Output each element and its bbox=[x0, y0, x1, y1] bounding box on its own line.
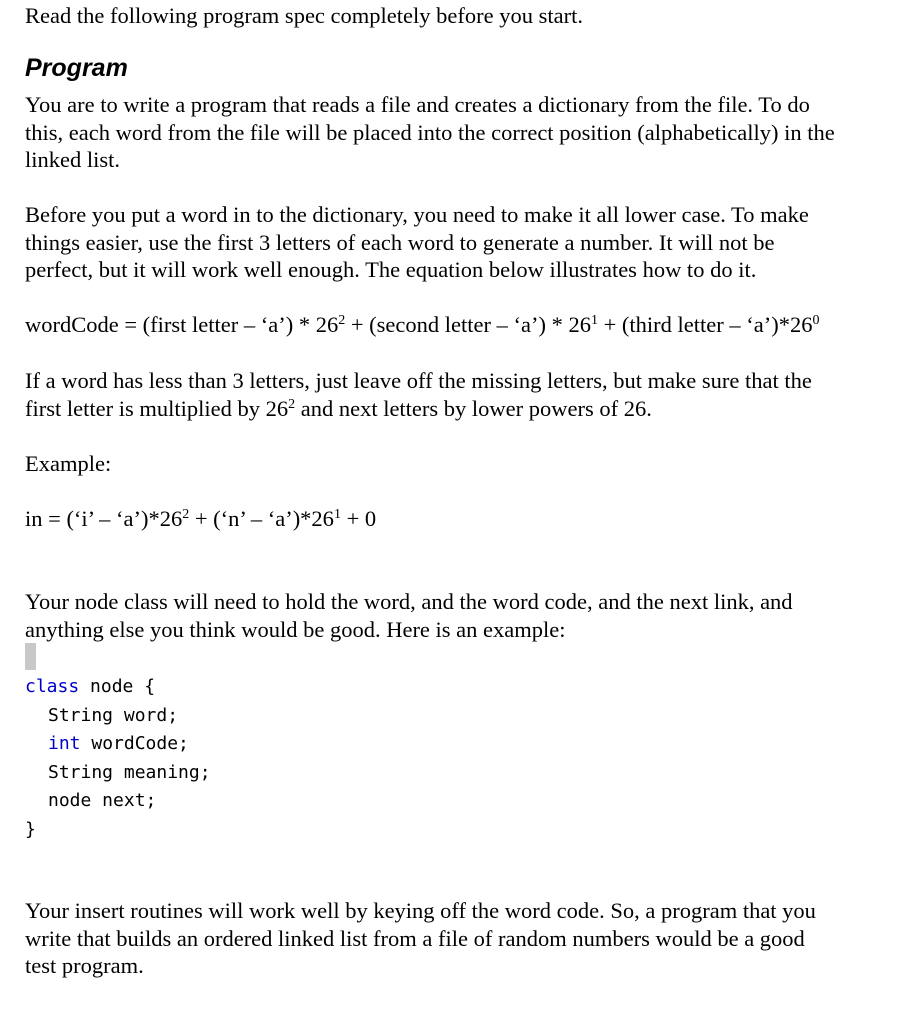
code-line: int wordCode; bbox=[48, 733, 189, 754]
code-line: String word; bbox=[48, 704, 179, 726]
paragraph-short-words bbox=[25, 367, 812, 426]
example-formula: in = (‘i’ – ‘$a’)*26^2$ + (‘n’ – ‘$a’)*26^1 + 0$ bbox=[25, 506, 377, 531]
code-line: class node { bbox=[25, 676, 156, 697]
text-line: If a word has less than 3 letters, just leave off the missing letters, but make sure that the bbox=[25, 368, 812, 393]
text-line: perfect, but it will work well enough. The equation below illustrates how to do it. bbox=[25, 257, 757, 282]
intro-text: Read the following program spec completely before you start. bbox=[25, 3, 583, 28]
text-cursor bbox=[25, 643, 36, 670]
text-line: first letter is multiplied by $26^2$ and next letters by lower powers of 26. bbox=[25, 395, 652, 421]
text-line: things easier, use the first 3 letters of each word to generate a number. It will not be bbox=[25, 229, 775, 255]
text-line: linked list. bbox=[25, 147, 120, 172]
paragraph-node-class bbox=[25, 588, 793, 643]
text-line: anything else you think would be good. Here is an example: bbox=[25, 616, 566, 642]
text-line: write that builds an ordered linked list from a file of random numbers would be a good bbox=[25, 925, 805, 951]
text-line: Your insert routines will work well by keying off the word code. So, a program that you bbox=[25, 898, 816, 923]
paragraph-description bbox=[25, 91, 835, 174]
text-line: Before you put a word in to the dictionary, you need to make it all lower case. To make bbox=[25, 202, 809, 227]
paragraph-insert-routines bbox=[25, 897, 816, 980]
code-line: String meaning; bbox=[48, 761, 211, 783]
code-block[interactable] bbox=[25, 673, 211, 844]
text-line: test program. bbox=[25, 953, 144, 978]
code-line: } bbox=[25, 818, 36, 840]
section-heading: Program bbox=[25, 54, 128, 82]
text-line: You are to write a program that reads a file and creates a dictionary from the file. To do bbox=[25, 92, 810, 117]
text-line: this, each word from the file will be placed into the correct position (alphabetically) in the bbox=[25, 119, 835, 145]
code-keyword: int bbox=[48, 733, 81, 754]
code-line: node next; bbox=[48, 790, 157, 811]
text-line: Your node class will need to hold the word, and the word code, and the next link, and bbox=[25, 589, 793, 614]
example-label: Example: bbox=[25, 451, 112, 476]
wordcode-formula: wordCode = (first letter – ‘a’) * $26^2$ + (second letter – ‘a’) * $26^1$ + (third letter – ‘$a’)*26^0$ bbox=[25, 312, 820, 337]
code-keyword: class bbox=[25, 676, 80, 697]
paragraph-lowercase bbox=[25, 201, 809, 284]
